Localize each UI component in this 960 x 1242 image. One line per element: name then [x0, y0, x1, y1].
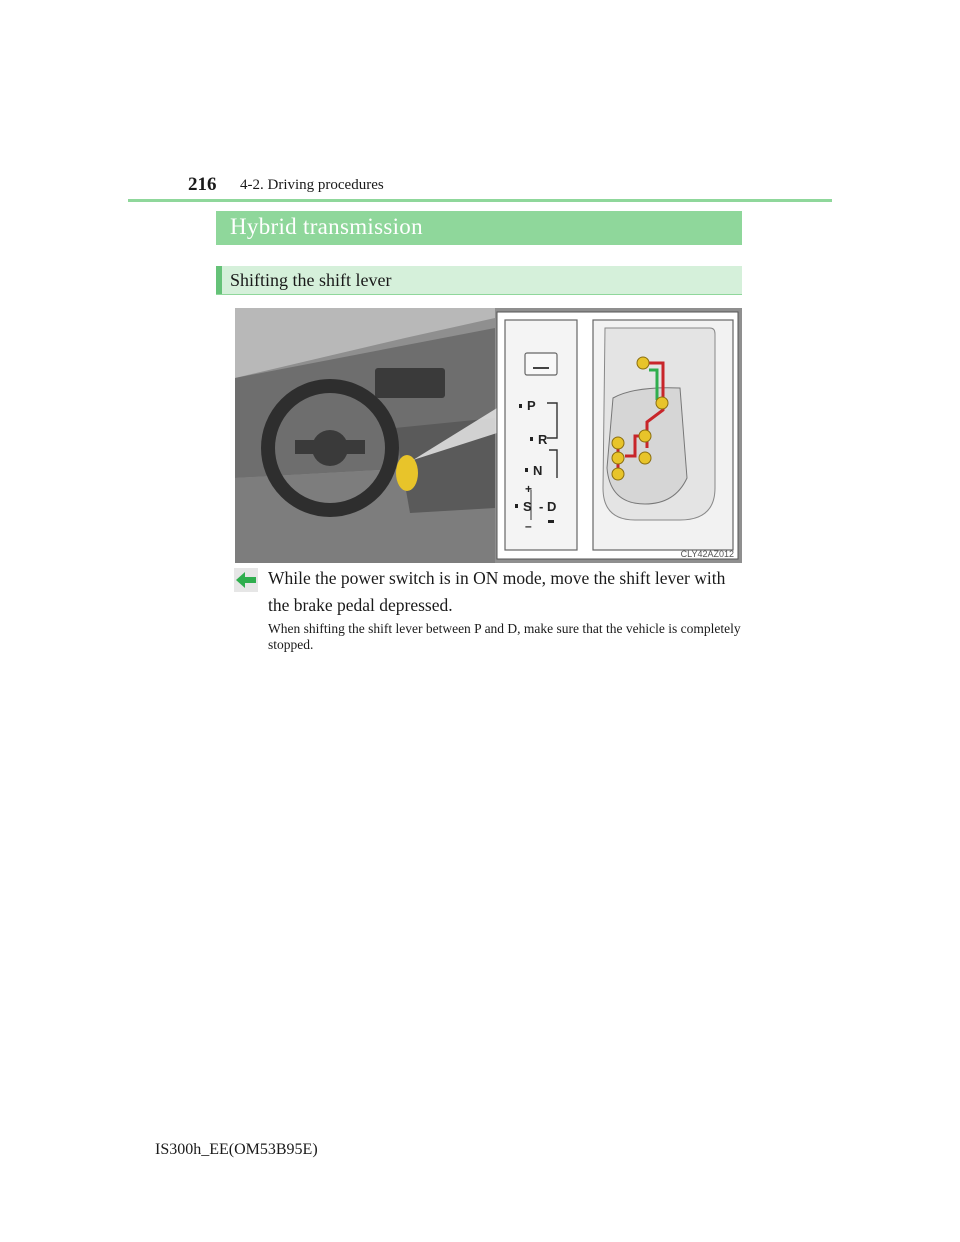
instruction-text: While the power switch is in ON mode, move the shift lever with the brake pedal depressed. — [268, 568, 726, 615]
pos-plus-dot — [612, 437, 624, 449]
figure-code: CLY42AZ012 — [680, 549, 734, 559]
footer-model-code: IS300h_EE(OM53B95E) — [155, 1141, 318, 1158]
display-screen — [375, 368, 445, 398]
note-text: When shifting the shift lever between P and D, make sure that the vehicle is completely stopped. — [268, 621, 741, 652]
illustration-svg — [235, 308, 742, 563]
pos-minus-dot — [612, 468, 624, 480]
p-button — [525, 353, 557, 375]
gate-label-d: D — [547, 499, 557, 514]
subheading-text: Shifting the shift lever — [230, 270, 392, 290]
heading-bar — [216, 211, 742, 245]
pos-d-dot — [639, 452, 651, 464]
pos-r-dot — [656, 397, 668, 409]
gate-label-n: N — [533, 463, 543, 478]
steering-wheel-spoke — [295, 440, 365, 454]
gate-label-s: S — [523, 499, 532, 514]
shift-knob — [396, 455, 418, 491]
header-rule — [128, 199, 832, 202]
left-arrow-icon — [234, 568, 258, 592]
heading-text: Hybrid transmission — [230, 214, 423, 239]
gate-label-minus: – — [525, 519, 532, 533]
svg-text:-: - — [539, 499, 544, 514]
gate-label-plus: + — [525, 482, 533, 496]
page-number: 216 — [188, 174, 217, 195]
shift-lever-illustration — [235, 308, 742, 563]
subheading-accent — [216, 266, 222, 294]
pos-n-dot — [639, 430, 651, 442]
pos-p-dot — [637, 357, 649, 369]
gate-label-p: P — [527, 398, 536, 413]
section-title: 4-2. Driving procedures — [240, 177, 384, 193]
gate-label-r: R — [538, 432, 548, 447]
pos-s-dot — [612, 452, 624, 464]
subheading-bar — [216, 266, 742, 295]
